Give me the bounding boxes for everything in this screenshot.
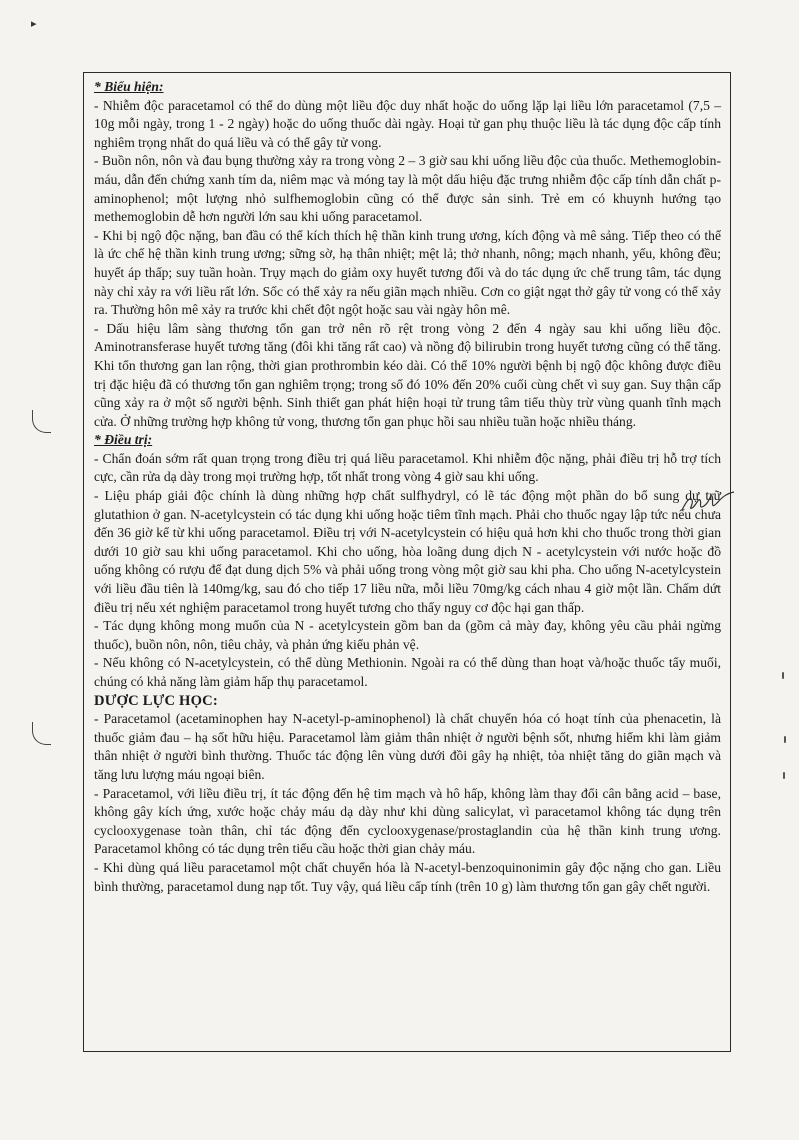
punch-hole-mark	[32, 410, 51, 433]
binding-mark	[783, 772, 785, 779]
handwritten-initials	[680, 488, 736, 516]
paragraph: - Paracetamol, với liều điều trị, ít tác động đến hệ tim mạch và hô hấp, không làm thay đổi cân bằng acid – base, không gây kích ứng, xước hoặc chảy máu dạ dày như khi dùng salicylat, vì paracetamol không tác dụng trên cyclooxygenase toàn thân, chỉ tác động đến cyclooxygenase/prostaglandin của hệ thần kinh trung ương. Paracetamol không có tác dụng trên tiểu cầu hoặc thời gian chảy máu.	[94, 785, 721, 857]
paragraph: - Paracetamol (acetaminophen hay N-acetyl-p-aminophenol) là chất chuyển hóa có hoạt tính của phenacetin, là thuốc giảm đau – hạ sốt hữu hiệu. Paracetamol làm giảm thân nhiệt ở người bệnh sốt, nhưng hiếm khi làm giảm thân nhiệt ở người bình thường. Thuốc tác động lên vùng dưới đồi gây hạ nhiệt, tỏa nhiệt tăng do giãn mạch và tăng lưu lượng máu ngoại biên.	[94, 711, 721, 782]
paragraph: - Liệu pháp giải độc chính là dùng những hợp chất sulfhydryl, có lẽ tác động một phần do bổ sung dự trữ glutathion ở gan. N-acetylcystein có tác dụng khi uống hoặc tiêm tĩnh mạch. Phải cho thuốc ngay lập tức nếu chưa đến 36 giờ kể từ khi uống paracetamol. Điều trị với N-acetylcystein có hiệu quả hơn khi cho thuốc trong thời gian dưới 10 giờ sau khi uống paracetamol. Khi cho uống, hòa loãng dung dịch N - acetylcystein với nước hoặc đồ uống không có rượu để đạt dung dịch 5% và phải uống trong vòng một giờ sau khi pha. Cho uống N-acetylcystein với liều đầu tiên là 140mg/kg, sau đó cho tiếp 17 liều nữa, mỗi liều 70mg/kg cách nhau 4 giờ một lần. Chấm dứt điều trị nếu xét nghiệm paracetamol trong huyết tương cho thấy nguy cơ độc hại gan thấp.	[94, 488, 721, 615]
punch-hole-mark	[32, 722, 51, 745]
paragraph: - Khi bị ngộ độc nặng, ban đầu có thể kích thích hệ thần kinh trung ương, kích động và mê sảng. Tiếp theo có thể là ức chế hệ thần kinh trung ương; sững sờ, hạ thân nhiệt; mệt lả; thở nhanh, nông; mạch nhanh, yếu, không đều; huyết áp thấp; suy tuần hoàn. Trụy mạch do giảm oxy huyết tương đối và do tác dụng ức chế trung tâm, tác dụng này chỉ xảy ra với liều rất lớn. Sốc có thể xảy ra nếu giãn mạch nhiều. Cơn co giật ngạt thở gây tử vong có thể xảy ra. Thường hôn mê xảy ra trước khi chết đột ngột hoặc sau vài ngày hôn mê.	[94, 227, 721, 318]
heading-dieu-tri: * Điều trị:	[94, 432, 153, 448]
binding-mark	[782, 672, 784, 679]
paragraph: - Chẩn đoán sớm rất quan trọng trong điều trị quá liều paracetamol. Khi nhiễm độc nặng, phải điều trị hỗ trợ tích cực, cần rửa dạ dày trong mọi trường hợp, tốt nhất trong vòng 4 giờ sau khi uống.	[94, 450, 721, 485]
paragraph: - Dấu hiệu lâm sàng thương tổn gan trở nên rõ rệt trong vòng 2 đến 4 ngày sau khi uống liều độc. Aminotransferase huyết tương tăng (đôi khi tăng rất cao) và nồng độ bilirubin trong huyết tương cũng có thể tăng. Khi tổn thương gan lan rộng, thời gian prothrombin kéo dài. Có thể 10% người bệnh bị ngộ độc không được điều trị đặc hiệu đã có thương tổn gan nghiêm trọng; trong số đó 10% đến 20% cuối cùng chết vì suy gan. Suy thận cấp cũng xảy ra ở một số người bệnh. Sinh thiết gan phát hiện hoại tử trung tâm tiểu thùy trừ vùng quanh tĩnh mạch cửa. Ở những trường hợp không tử vong, thương tổn gan phục hồi sau nhiều tuần hoặc nhiều tháng.	[94, 320, 721, 429]
document-frame	[83, 72, 731, 1052]
page-corner-mark: ▸	[31, 18, 37, 30]
heading-bieu-hien: * Biểu hiện:	[94, 79, 164, 94]
paragraph: - Khi dùng quá liều paracetamol một chất chuyển hóa là N-acetyl-benzoquinonimin gây độc nặng cho gan. Liều bình thường, paracetamol dung nạp tốt. Tuy vậy, quá liều cấp tính (trên 10 g) làm thương tổn gan gây chết người.	[94, 859, 721, 894]
paragraph: - Nhiễm độc paracetamol có thể do dùng một liều độc duy nhất hoặc do uống lặp lại liều lớn paracetamol (7,5 – 10g mỗi ngày, trong 1 - 2 ngày) hoặc do uống thuốc dài ngày. Hoại tử gan phụ thuộc liều là tác dụng độc cấp tính nghiêm trọng nhất do quá liều và có thể gây tử vong.	[94, 97, 721, 150]
binding-mark	[784, 736, 786, 743]
paragraph: - Buồn nôn, nôn và đau bụng thường xảy ra trong vòng 2 – 3 giờ sau khi uống liều độc của thuốc. Methemoglobin-máu, dẫn đến chứng xanh tím da, niêm mạc và móng tay là một dấu hiệu đặc trưng nhiễm độc cấp tính dẫn chất p-aminophenol; một lượng nhỏ sulfhemoglobin cũng có thể được sản sinh. Trẻ em có khuynh hướng tạo methemoglobin dễ hơn người lớn sau khi uống paracetamol.	[94, 153, 721, 225]
paragraph: - Nếu không có N-acetylcystein, có thể dùng Methionin. Ngoài ra có thể dùng than hoạt và/hoặc thuốc tẩy muối, chúng có khả năng làm giảm hấp thụ paracetamol.	[94, 655, 721, 689]
paragraph: - Tác dụng không mong muốn của N - acetylcystein gồm ban da (gồm cả mày đay, không yêu cầu phải ngừng thuốc), buồn nôn, nôn, tiêu chảy, và phản ứng kiểu phản vệ.	[94, 618, 721, 652]
heading-duoc-luc-hoc: DƯỢC LỰC HỌC:	[94, 692, 218, 709]
